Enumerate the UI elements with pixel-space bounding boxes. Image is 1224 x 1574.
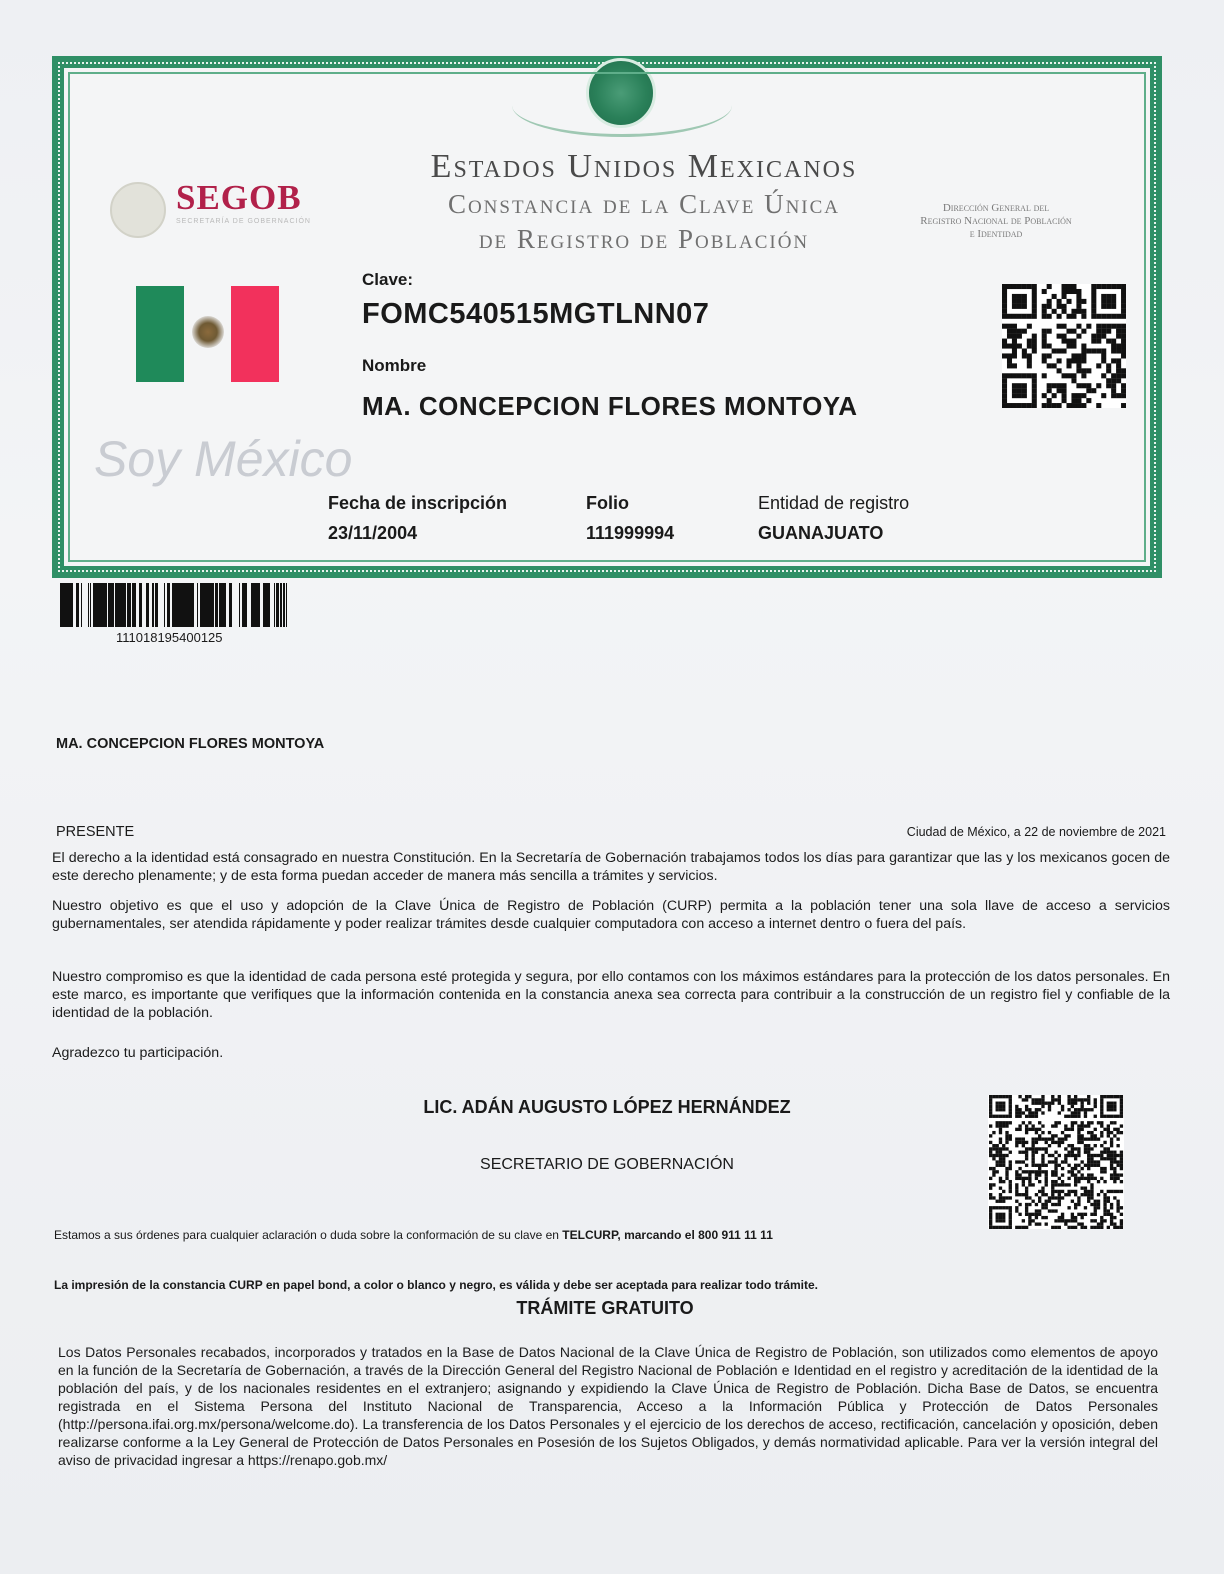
addressee-name: MA. CONCEPCION FLORES MONTOYA (56, 736, 325, 752)
free-procedure-heading: TRÁMITE GRATUITO (516, 1298, 694, 1318)
soy-mexico-watermark: Soy México (94, 431, 353, 487)
nombre-label: Nombre (362, 356, 427, 375)
mexican-flag-icon (136, 286, 279, 382)
certificate-title (364, 148, 924, 256)
direction-line-1: Dirección General del (942, 202, 1050, 214)
title-line-3: de Registro de Población (478, 224, 810, 254)
paragraph-1: El derecho a la identidad está consagrado en nuestra Constitución. En la Secretaría de Gobernación trabajamos todos los días para garantizar que las y los mexicanos gocen de este derecho plenamente; y de esta forma puedan acceder de manera más sencilla a trámites y servicios. (52, 850, 1170, 884)
title-line-2: Constancia de la Clave Única (447, 189, 841, 219)
national-seal-icon (586, 58, 656, 128)
qr-code-large-icon (988, 1095, 1124, 1229)
segob-subtitle: SECRETARÍA DE GOBERNACIÓN (176, 218, 311, 225)
segob-emblem-icon (110, 182, 166, 238)
segob-logo: SEGOB (176, 178, 302, 217)
presente-label: PRESENTE (56, 824, 135, 840)
title-line-1: Estados Unidos Mexicanos (430, 148, 858, 185)
folio-label: Folio (586, 493, 629, 513)
paragraph-2: Nuestro objetivo es que el uso y adopción de la Clave Única de Registro de Población (CURP) permita a la población tener una sola llave de acceso a servicios gubernamentales, ser atendida rápidamente y poder realizar trámites desde cualquier computadora con acceso a internet dentro o fuera del país. (52, 898, 1170, 932)
entidad-value: GUANAJUATO (758, 523, 884, 543)
letter-date: Ciudad de México, a 22 de noviembre de 2021 (906, 825, 1166, 839)
contact-text: Estamos a sus órdenes para cualquier aclaración o duda sobre la conformación de su clave en (54, 1228, 563, 1242)
fecha-value: 23/11/2004 (328, 523, 418, 543)
signer-title: SECRETARIO DE GOBERNACIÓN (480, 1156, 734, 1173)
entidad-label: Entidad de registro (758, 493, 910, 513)
barcode-number: 111018195400125 (116, 630, 223, 645)
clave-label: Clave: (362, 270, 414, 289)
signer-name: LIC. ADÁN AUGUSTO LÓPEZ HERNÁNDEZ (423, 1097, 791, 1117)
telcurp-phone: TELCURP, marcando el 800 911 11 11 (562, 1228, 773, 1242)
privacy-notice: Los Datos Personales recabados, incorporados y tratados en la Base de Datos Nacional de la Clave Única de Registro de Población, son utilizados como elementos de apoyo en la función de la Secretaría de Gobernación, a través de la Dirección General del Registro Nacional de Población e Identidad en el registro y acreditación de la identidad de la población del país, y de los nacionales residentes en el extranjero; asignando y expidiendo la Clave Única de Registro de Población. Dicha Base de Datos, se encuentra registrada en el Sistema Persona del Instituto Nacional de Transparencia, Acceso a la Información Pública y Protección de Datos Personales (http://persona.ifai.org.mx/persona/welcome.do). La transferencia de los Datos Personales y el ejercicio de los derechos de acceso, rectificación, cancelación y oposición, deben realizarse conforme a la Ley General de Protección de Datos Personales en Posesión de los Sujetos Obligados, y demás normatividad aplicable. Para ver la versión integral del aviso de privacidad ingresar a https://renapo.gob.mx/ (58, 1344, 1158, 1468)
paragraph-3: Nuestro compromiso es que la identidad de cada persona esté protegida y segura, por ello contamos con los máximos estándares para la protección de los datos personales. En este marco, es importante que verifiques que la información contenida en la constancia anexa sea correcta para contribuir a la construcción de un registro fiel y confiable de la identidad de la población. (52, 969, 1170, 1021)
contact-line (54, 1228, 773, 1242)
direction-line-3: e Identidad (969, 228, 1023, 240)
folio-value: 111999994 (586, 523, 675, 543)
nombre-value: MA. CONCEPCION FLORES MONTOYA (362, 391, 858, 421)
thanks-text: Agradezco tu participación. (52, 1045, 224, 1061)
barcode-icon (60, 583, 290, 627)
qr-code-icon (1002, 284, 1126, 408)
curp-certificate (52, 56, 1162, 578)
clave-value: FOMC540515MGTLNN07 (362, 298, 710, 330)
fecha-label: Fecha de inscripción (328, 493, 508, 513)
direction-label (876, 202, 1116, 241)
direction-line-2: Registro Nacional de Población (920, 215, 1072, 227)
validity-note: La impresión de la constancia CURP en papel bond, a color o blanco y negro, es válida y debe ser aceptada para realizar todo trámite. (54, 1278, 819, 1292)
